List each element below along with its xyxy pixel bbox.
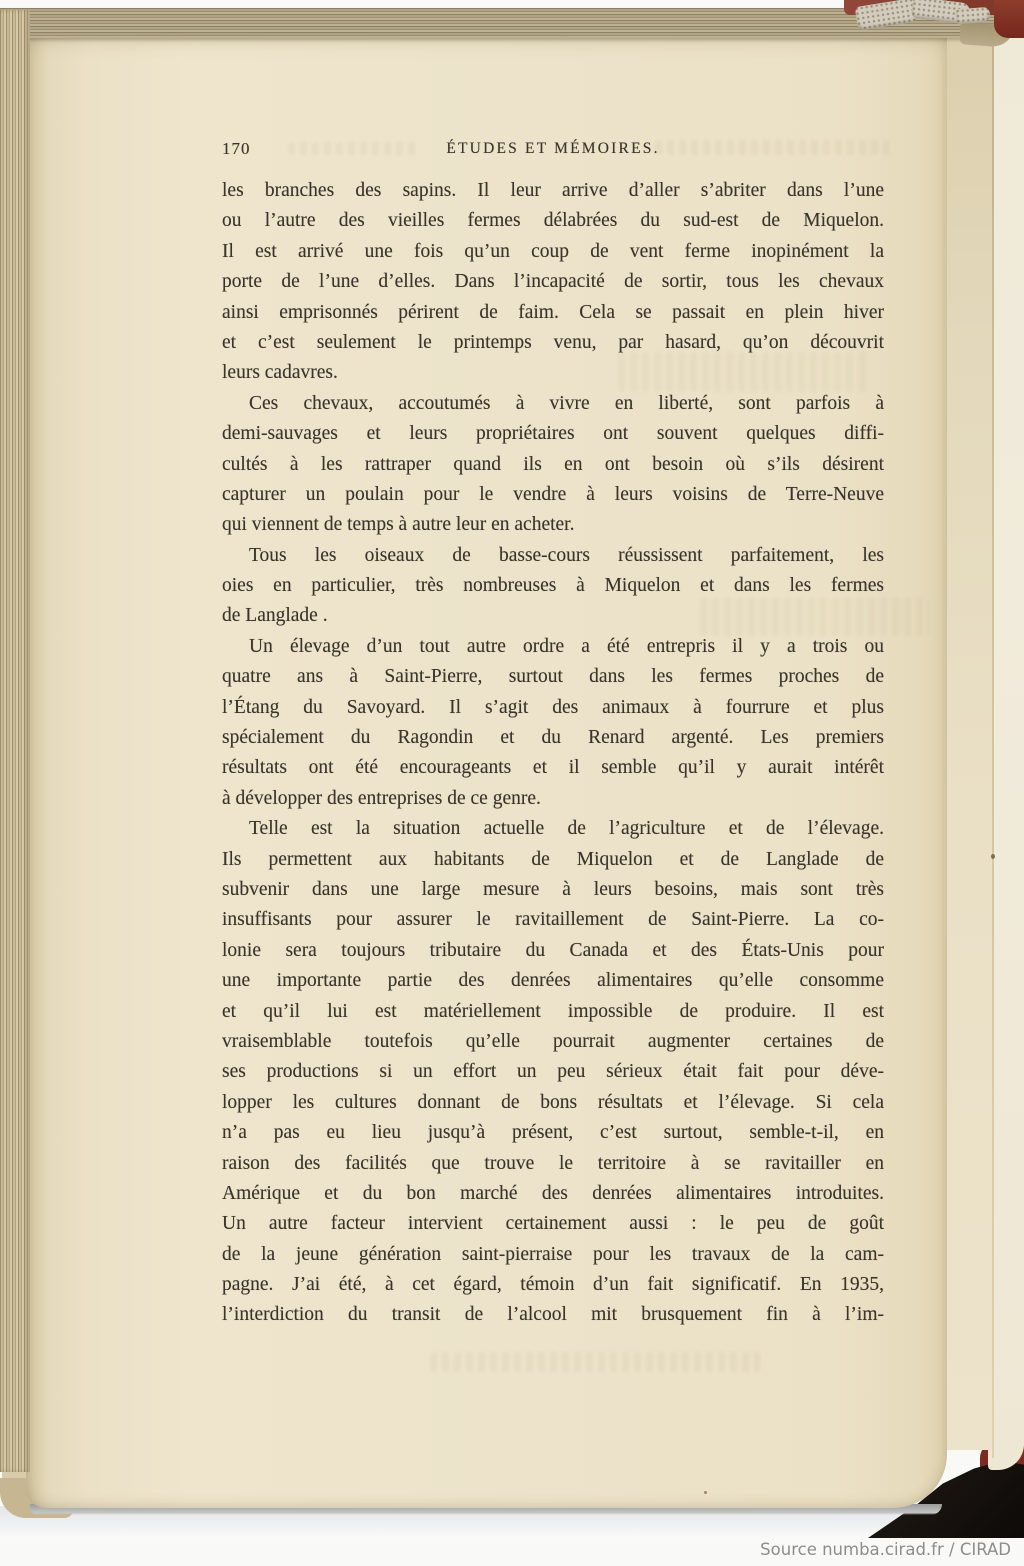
text-line: l’interdiction du transit de l’alcool mit brusquement fin à l’im- [222, 1304, 884, 1326]
text-line: de la jeune génération saint-pierraise pour les travaux de la cam- [222, 1243, 884, 1265]
ink-bleed-smudge [430, 1352, 760, 1372]
body-text [222, 176, 884, 1331]
page-edge-hairline [992, 28, 994, 1458]
text-line: Ils permettent aux habitants de Miquelon et de Langlade de [222, 848, 884, 870]
text-line: quatre ans à Saint-Pierre, surtout dans les fermes proches de [222, 666, 884, 688]
text-line: Telle est la situation actuelle de l’agriculture et de l’élevage. [249, 818, 884, 840]
text-line: lopper les cultures donnant de bons résultats et l’élevage. Si cela [222, 1091, 884, 1113]
text-line: vraisemblable toutefois qu’elle pourrait augmenter certaines de [222, 1030, 884, 1052]
text-line: ainsi emprisonnés périrent de faim. Cela se passait en plein hiver [222, 301, 884, 323]
text-line: oies en particulier, très nombreuses à Miquelon et dans les fermes [222, 575, 884, 597]
text-line: spécialement du Ragondin et du Renard argenté. Les premiers [222, 727, 884, 749]
text-line: capturer un poulain pour le vendre à leurs voisins de Terre-Neuve [222, 483, 884, 505]
text-line: qui viennent de temps à autre leur en acheter. [222, 514, 575, 536]
text-line: Il est arrivé une fois qu’un coup de vent ferme inopinément la [222, 240, 884, 262]
text-line: Tous les oiseaux de basse-cours réussissent parfaitement, les [249, 544, 884, 566]
text-line: subvenir dans une large mesure à leurs besoins, mais sont très [222, 878, 884, 900]
text-line: demi-sauvages et leurs propriétaires ont souvent quelques diffi- [222, 423, 884, 445]
running-header: ÉTUDES ET MÉMOIRES. [446, 140, 660, 157]
text-line: raison des facilités que trouve le territoire à se ravitailler en [222, 1152, 884, 1174]
text-line: une importante partie des denrées alimentaires qu’elle consomme [222, 970, 884, 992]
text-line: cultés à les rattraper quand ils en ont besoin où s’ils désirent [222, 453, 884, 475]
text-line: Un autre facteur intervient certainement aussi : le peu de goût [222, 1213, 884, 1235]
paper-speck [991, 854, 995, 859]
ink-bleed-smudge [655, 140, 890, 155]
text-line: pagne. J’ai été, à cet égard, témoin d’un fait significatif. En 1935, [222, 1274, 884, 1296]
text-line: porte de l’une d’elles. Dans l’incapacité de sortir, tous les chevaux [222, 271, 884, 293]
page-fore-edge [0, 10, 30, 1472]
text-line: les branches des sapins. Il leur arrive d’aller s’abriter dans l’une [222, 180, 884, 201]
text-line: de Langlade . [222, 605, 328, 627]
ink-bleed-smudge [700, 598, 930, 636]
text-line: lonie sera toujours tributaire du Canada et des États-Unis pour [222, 939, 884, 961]
bookmark-ribbon [956, 7, 991, 24]
ink-bleed-smudge [288, 142, 418, 155]
text-line: et qu’il lui est matériellement impossible de produire. Il est [222, 1000, 884, 1022]
page-edge-shading [942, 34, 994, 1450]
paper-speck [704, 1491, 707, 1494]
text-line: ou l’autre des vieilles fermes délabrées du sud-est de Miquelon. [222, 210, 884, 232]
text-line: leurs cadavres. [222, 362, 338, 384]
text-line: ses productions si un effort un peu sérieux était fait pour déve- [222, 1061, 884, 1083]
text-line: et c’est seulement le printemps venu, par hasard, qu’on découvrit [222, 331, 884, 353]
text-line: insuffisants pour assurer le ravitaillement de Saint-Pierre. La co- [222, 909, 884, 931]
text-line: résultats ont été encourageants et il semble qu’il y aurait intérêt [222, 757, 884, 779]
text-line: à développer des entreprises de ce genre. [222, 787, 541, 809]
text-line: Ces chevaux, accoutumés à vivre en liberté, sont parfois à [249, 392, 884, 414]
scan-watermark: Source numba.cirad.fr / CIRAD [760, 1540, 1011, 1559]
text-line: Amérique et du bon marché des denrées alimentaires introduites. [222, 1182, 884, 1204]
text-line: l’Étang du Savoyard. Il s’agit des animaux à fourrure et plus [222, 696, 884, 718]
text-line: Un élevage d’un tout autre ordre a été entrepris il y a trois ou [249, 635, 884, 657]
ink-bleed-smudge [618, 352, 870, 392]
book-cover-red-corner [994, 0, 1024, 38]
page-number: 170 [222, 139, 251, 158]
text-line: n’a pas eu lieu jusqu’à présent, c’est surtout, semble-t-il, en [222, 1122, 884, 1144]
